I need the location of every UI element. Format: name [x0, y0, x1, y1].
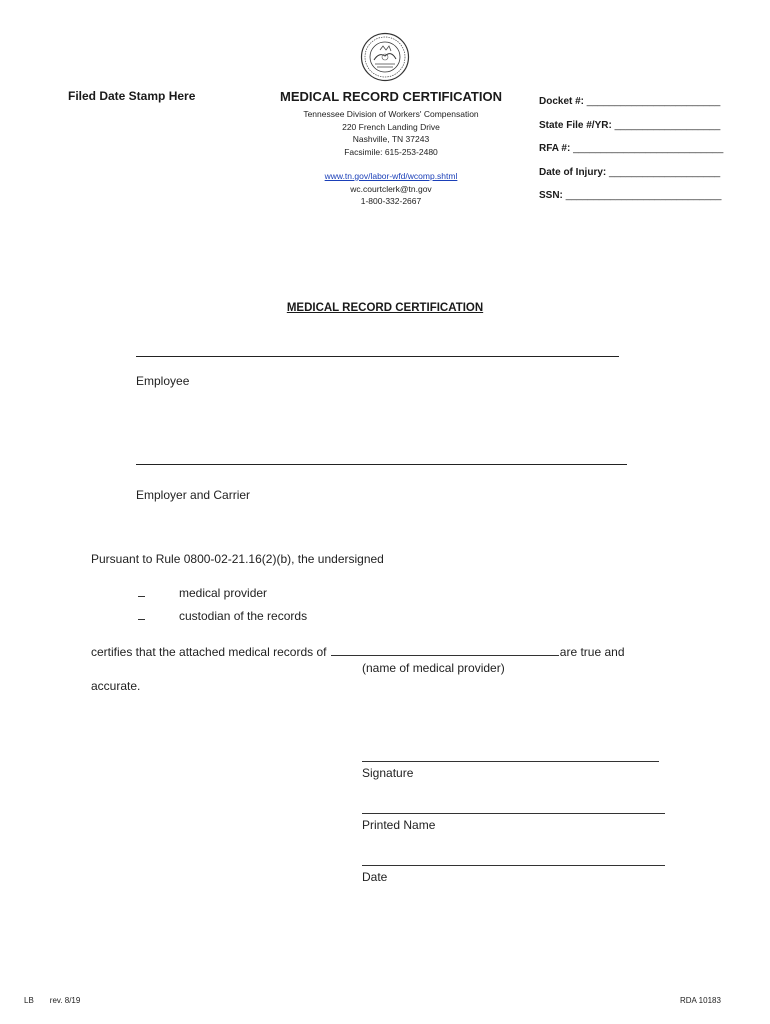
date-line[interactable]	[362, 865, 665, 866]
email-address: wc.courtclerk@tn.gov	[350, 183, 432, 194]
option-medical-provider[interactable]	[138, 586, 267, 600]
rfa-field[interactable]	[539, 143, 723, 167]
state-seal-logo	[360, 32, 410, 82]
signature-line[interactable]	[362, 761, 659, 762]
certification-statement	[91, 644, 625, 659]
footer-revision	[24, 996, 80, 1005]
ssn-label: SSN:	[539, 190, 563, 201]
phone-number: 1-800-332-2667	[360, 196, 422, 206]
date-label: Date	[362, 870, 388, 884]
address-line-2: Nashville, TN 37243	[352, 134, 430, 144]
footer-revision-date: rev. 8/19	[49, 996, 81, 1005]
docket-value[interactable]: ________________________	[586, 96, 721, 107]
ssn-value[interactable]: ____________________________	[565, 190, 722, 201]
date-of-injury-label: Date of Injury:	[539, 166, 607, 178]
footer-initials: LB	[24, 996, 34, 1005]
rfa-value[interactable]: ___________________________	[573, 143, 724, 154]
rfa-label: RFA #:	[539, 143, 571, 154]
date-of-injury-field[interactable]	[539, 167, 723, 191]
header-title: MEDICAL RECORD CERTIFICATION	[280, 89, 502, 104]
medical-provider-label: medical provider	[179, 586, 268, 600]
option-custodian-of-records[interactable]	[138, 609, 307, 623]
pursuant-statement: Pursuant to Rule 0800-02-21.16(2)(b), the undersigned	[91, 552, 384, 566]
footer-form-code: RDA 10183	[680, 996, 721, 1005]
state-file-value[interactable]: ___________________	[614, 119, 721, 131]
accurate-text: accurate.	[91, 679, 141, 693]
agency-name: Tennessee Division of Workers' Compensation	[303, 109, 479, 119]
ssn-field[interactable]	[539, 190, 723, 214]
provider-name-blank[interactable]	[331, 644, 559, 656]
medical-provider-checkbox[interactable]	[138, 587, 145, 597]
provider-name-caption: (name of medical provider)	[362, 661, 505, 675]
printed-name-line[interactable]	[362, 813, 665, 814]
docket-field[interactable]	[539, 96, 723, 120]
case-fields	[539, 96, 723, 214]
employee-line[interactable]	[136, 356, 619, 357]
filed-date-stamp-label: Filed Date Stamp Here	[68, 89, 196, 103]
custodian-checkbox[interactable]	[138, 610, 145, 620]
state-file-label: State File #/YR:	[539, 119, 612, 131]
agency-address-block	[270, 108, 512, 208]
docket-label: Docket #:	[539, 96, 585, 107]
facsimile: Facsimile: 615-253-2480	[344, 146, 438, 157]
address-line-1: 220 French Landing Drive	[342, 121, 440, 132]
signature-label: Signature	[362, 766, 414, 780]
certifies-text-start: certifies that the attached medical records of	[91, 645, 327, 659]
employer-carrier-label: Employer and Carrier	[136, 488, 251, 502]
custodian-label: custodian of the records	[179, 609, 308, 623]
employer-carrier-line[interactable]	[136, 464, 627, 465]
state-file-field[interactable]	[539, 120, 723, 144]
website-link[interactable]: www.tn.gov/labor-wfd/wcomp.shtml	[324, 171, 458, 181]
form-title: MEDICAL RECORD CERTIFICATION	[286, 302, 484, 314]
certifies-text-end: are true and	[559, 645, 625, 659]
date-of-injury-value[interactable]: ____________________	[609, 166, 721, 178]
printed-name-label: Printed Name	[362, 818, 436, 832]
employee-label: Employee	[136, 374, 190, 388]
